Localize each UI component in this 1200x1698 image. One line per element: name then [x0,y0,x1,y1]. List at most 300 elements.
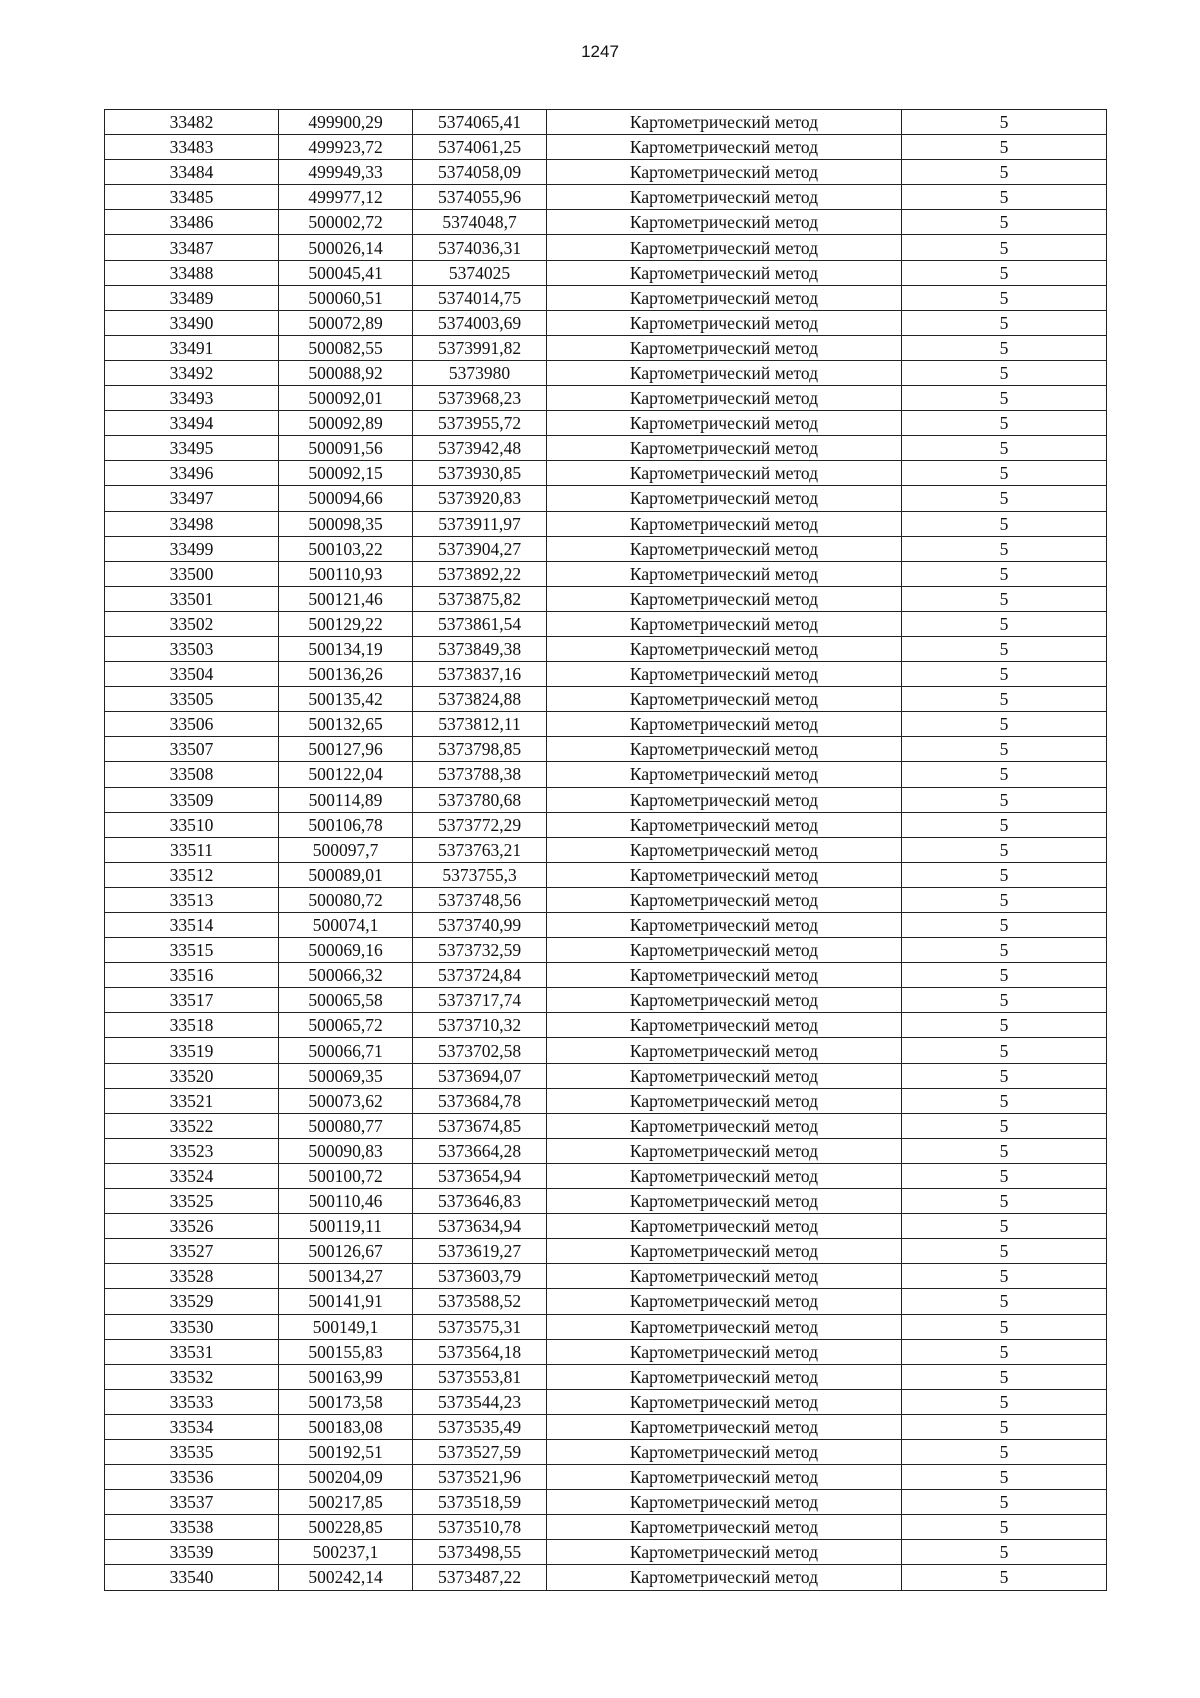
method-cell: Картометрический метод [547,1214,902,1239]
x-coordinate-cell: 500183,08 [279,1414,413,1439]
method-cell: Картометрический метод [547,185,902,210]
page-number: 1247 [581,42,619,61]
method-cell: Картометрический метод [547,1038,902,1063]
point-number-cell: 33511 [105,837,279,862]
y-coordinate-cell: 5373564,18 [413,1339,547,1364]
accuracy-cell: 5 [902,511,1107,536]
accuracy-cell: 5 [902,1364,1107,1389]
method-cell: Картометрический метод [547,737,902,762]
table-row [105,210,1107,235]
x-coordinate-cell: 500090,83 [279,1138,413,1163]
y-coordinate-cell: 5373824,88 [413,687,547,712]
x-coordinate-cell: 500106,78 [279,812,413,837]
point-number-cell: 33488 [105,260,279,285]
x-coordinate-cell: 500026,14 [279,235,413,260]
accuracy-cell: 5 [902,1088,1107,1113]
table-row [105,411,1107,436]
accuracy-cell: 5 [902,913,1107,938]
x-coordinate-cell: 500204,09 [279,1465,413,1490]
y-coordinate-cell: 5373837,16 [413,662,547,687]
table-row [105,1515,1107,1540]
y-coordinate-cell: 5373654,94 [413,1163,547,1188]
table-row [105,611,1107,636]
point-number-cell: 33509 [105,787,279,812]
x-coordinate-cell: 500002,72 [279,210,413,235]
method-cell: Картометрический метод [547,787,902,812]
table-row [105,235,1107,260]
point-number-cell: 33533 [105,1389,279,1414]
method-cell: Картометрический метод [547,486,902,511]
point-number-cell: 33522 [105,1113,279,1138]
y-coordinate-cell: 5373664,28 [413,1138,547,1163]
x-coordinate-cell: 500073,62 [279,1088,413,1113]
point-number-cell: 33531 [105,1339,279,1364]
method-cell: Картометрический метод [547,536,902,561]
table-row [105,335,1107,360]
point-number-cell: 33491 [105,335,279,360]
point-number-cell: 33487 [105,235,279,260]
table-row [105,160,1107,185]
y-coordinate-cell: 5373702,58 [413,1038,547,1063]
point-number-cell: 33519 [105,1038,279,1063]
y-coordinate-cell: 5373518,59 [413,1490,547,1515]
accuracy-cell: 5 [902,636,1107,661]
y-coordinate-cell: 5373553,81 [413,1364,547,1389]
method-cell: Картометрический метод [547,1189,902,1214]
method-cell: Картометрический метод [547,461,902,486]
accuracy-cell: 5 [902,1414,1107,1439]
y-coordinate-cell: 5373798,85 [413,737,547,762]
table-row [105,862,1107,887]
point-number-cell: 33517 [105,988,279,1013]
point-number-cell: 33484 [105,160,279,185]
accuracy-cell: 5 [902,360,1107,385]
table-row [105,812,1107,837]
accuracy-cell: 5 [902,737,1107,762]
method-cell: Картометрический метод [547,862,902,887]
y-coordinate-cell: 5373740,99 [413,913,547,938]
method-cell: Картометрический метод [547,1138,902,1163]
x-coordinate-cell: 500163,99 [279,1364,413,1389]
x-coordinate-cell: 500098,35 [279,511,413,536]
accuracy-cell: 5 [902,812,1107,837]
accuracy-cell: 5 [902,1439,1107,1464]
x-coordinate-cell: 500103,22 [279,536,413,561]
x-coordinate-cell: 500072,89 [279,310,413,335]
table-row [105,536,1107,561]
x-coordinate-cell: 500134,19 [279,636,413,661]
method-cell: Картометрический метод [547,436,902,461]
method-cell: Картометрический метод [547,1414,902,1439]
method-cell: Картометрический метод [547,285,902,310]
method-cell: Картометрический метод [547,1565,902,1590]
accuracy-cell: 5 [902,988,1107,1013]
table-row [105,662,1107,687]
method-cell: Картометрический метод [547,1063,902,1088]
y-coordinate-cell: 5373755,3 [413,862,547,887]
point-number-cell: 33523 [105,1138,279,1163]
x-coordinate-cell: 500129,22 [279,611,413,636]
point-number-cell: 33496 [105,461,279,486]
point-number-cell: 33501 [105,586,279,611]
x-coordinate-cell: 499949,33 [279,160,413,185]
point-number-cell: 33528 [105,1264,279,1289]
accuracy-cell: 5 [902,1490,1107,1515]
accuracy-cell: 5 [902,687,1107,712]
table-row [105,687,1107,712]
method-cell: Картометрический метод [547,988,902,1013]
accuracy-cell: 5 [902,436,1107,461]
x-coordinate-cell: 500080,77 [279,1113,413,1138]
point-number-cell: 33521 [105,1088,279,1113]
x-coordinate-cell: 500228,85 [279,1515,413,1540]
table-row [105,260,1107,285]
table-row [105,1013,1107,1038]
method-cell: Картометрический метод [547,636,902,661]
y-coordinate-cell: 5373904,27 [413,536,547,561]
y-coordinate-cell: 5373634,94 [413,1214,547,1239]
x-coordinate-cell: 500074,1 [279,913,413,938]
point-number-cell: 33518 [105,1013,279,1038]
method-cell: Картометрический метод [547,837,902,862]
accuracy-cell: 5 [902,160,1107,185]
method-cell: Картометрический метод [547,1289,902,1314]
y-coordinate-cell: 5373575,31 [413,1314,547,1339]
x-coordinate-cell: 500217,85 [279,1490,413,1515]
point-number-cell: 33537 [105,1490,279,1515]
x-coordinate-cell: 500045,41 [279,260,413,285]
y-coordinate-cell: 5373694,07 [413,1063,547,1088]
point-number-cell: 33502 [105,611,279,636]
x-coordinate-cell: 500122,04 [279,762,413,787]
y-coordinate-cell: 5373892,22 [413,561,547,586]
point-number-cell: 33498 [105,511,279,536]
table-row [105,887,1107,912]
point-number-cell: 33495 [105,436,279,461]
point-number-cell: 33539 [105,1540,279,1565]
method-cell: Картометрический метод [547,812,902,837]
accuracy-cell: 5 [902,386,1107,411]
x-coordinate-cell: 500242,14 [279,1565,413,1590]
point-number-cell: 33506 [105,712,279,737]
point-number-cell: 33536 [105,1465,279,1490]
x-coordinate-cell: 500136,26 [279,662,413,687]
y-coordinate-cell: 5374003,69 [413,310,547,335]
point-number-cell: 33486 [105,210,279,235]
x-coordinate-cell: 500092,15 [279,461,413,486]
table-row [105,1540,1107,1565]
table-row [105,1339,1107,1364]
method-cell: Картометрический метод [547,310,902,335]
accuracy-cell: 5 [902,561,1107,586]
accuracy-cell: 5 [902,787,1107,812]
y-coordinate-cell: 5373588,52 [413,1289,547,1314]
table-row [105,511,1107,536]
y-coordinate-cell: 5373955,72 [413,411,547,436]
method-cell: Картометрический метод [547,938,902,963]
y-coordinate-cell: 5373544,23 [413,1389,547,1414]
point-number-cell: 33512 [105,862,279,887]
x-coordinate-cell: 500237,1 [279,1540,413,1565]
method-cell: Картометрический метод [547,1314,902,1339]
accuracy-cell: 5 [902,837,1107,862]
accuracy-cell: 5 [902,486,1107,511]
y-coordinate-cell: 5373875,82 [413,586,547,611]
x-coordinate-cell: 499977,12 [279,185,413,210]
point-number-cell: 33530 [105,1314,279,1339]
accuracy-cell: 5 [902,1163,1107,1188]
y-coordinate-cell: 5373968,23 [413,386,547,411]
point-number-cell: 33503 [105,636,279,661]
accuracy-cell: 5 [902,310,1107,335]
table-row [105,110,1107,135]
y-coordinate-cell: 5373812,11 [413,712,547,737]
y-coordinate-cell: 5374061,25 [413,135,547,160]
method-cell: Картометрический метод [547,913,902,938]
point-number-cell: 33516 [105,963,279,988]
table-row [105,636,1107,661]
point-number-cell: 33520 [105,1063,279,1088]
y-coordinate-cell: 5373930,85 [413,461,547,486]
table-row [105,988,1107,1013]
x-coordinate-cell: 500060,51 [279,285,413,310]
method-cell: Картометрический метод [547,1239,902,1264]
method-cell: Картометрический метод [547,1339,902,1364]
y-coordinate-cell: 5373911,97 [413,511,547,536]
method-cell: Картометрический метод [547,335,902,360]
table-row [105,1389,1107,1414]
table-row [105,436,1107,461]
table-row [105,1088,1107,1113]
table-row [105,310,1107,335]
accuracy-cell: 5 [902,1465,1107,1490]
method-cell: Картометрический метод [547,1540,902,1565]
accuracy-cell: 5 [902,1239,1107,1264]
accuracy-cell: 5 [902,1138,1107,1163]
y-coordinate-cell: 5373619,27 [413,1239,547,1264]
accuracy-cell: 5 [902,662,1107,687]
accuracy-cell: 5 [902,285,1107,310]
method-cell: Картометрический метод [547,1515,902,1540]
x-coordinate-cell: 500097,7 [279,837,413,862]
method-cell: Картометрический метод [547,762,902,787]
y-coordinate-cell: 5373991,82 [413,335,547,360]
table-row [105,737,1107,762]
point-number-cell: 33508 [105,762,279,787]
y-coordinate-cell: 5373780,68 [413,787,547,812]
point-number-cell: 33492 [105,360,279,385]
x-coordinate-cell: 500091,56 [279,436,413,461]
x-coordinate-cell: 500092,01 [279,386,413,411]
y-coordinate-cell: 5373942,48 [413,436,547,461]
x-coordinate-cell: 500110,93 [279,561,413,586]
x-coordinate-cell: 500100,72 [279,1163,413,1188]
accuracy-cell: 5 [902,210,1107,235]
y-coordinate-cell: 5373732,59 [413,938,547,963]
x-coordinate-cell: 500132,65 [279,712,413,737]
y-coordinate-cell: 5374058,09 [413,160,547,185]
y-coordinate-cell: 5373527,59 [413,1439,547,1464]
x-coordinate-cell: 500149,1 [279,1314,413,1339]
accuracy-cell: 5 [902,887,1107,912]
table-row [105,1063,1107,1088]
y-coordinate-cell: 5374065,41 [413,110,547,135]
x-coordinate-cell: 500127,96 [279,737,413,762]
method-cell: Картометрический метод [547,511,902,536]
point-number-cell: 33525 [105,1189,279,1214]
table-row [105,586,1107,611]
point-number-cell: 33504 [105,662,279,687]
method-cell: Картометрический метод [547,235,902,260]
accuracy-cell: 5 [902,938,1107,963]
accuracy-cell: 5 [902,135,1107,160]
accuracy-cell: 5 [902,1565,1107,1590]
y-coordinate-cell: 5374014,75 [413,285,547,310]
point-number-cell: 33524 [105,1163,279,1188]
accuracy-cell: 5 [902,536,1107,561]
table-row [105,1490,1107,1515]
method-cell: Картометрический метод [547,712,902,737]
y-coordinate-cell: 5374055,96 [413,185,547,210]
method-cell: Картометрический метод [547,1113,902,1138]
accuracy-cell: 5 [902,335,1107,360]
y-coordinate-cell: 5373861,54 [413,611,547,636]
accuracy-cell: 5 [902,1515,1107,1540]
table-row [105,1439,1107,1464]
x-coordinate-cell: 500089,01 [279,862,413,887]
y-coordinate-cell: 5373510,78 [413,1515,547,1540]
point-number-cell: 33493 [105,386,279,411]
y-coordinate-cell: 5373710,32 [413,1013,547,1038]
table-row [105,1038,1107,1063]
x-coordinate-cell: 500192,51 [279,1439,413,1464]
point-number-cell: 33499 [105,536,279,561]
point-number-cell: 33513 [105,887,279,912]
table-row [105,1264,1107,1289]
table-row [105,360,1107,385]
point-number-cell: 33535 [105,1439,279,1464]
point-number-cell: 33483 [105,135,279,160]
x-coordinate-cell: 500094,66 [279,486,413,511]
table-row [105,486,1107,511]
method-cell: Картометрический метод [547,662,902,687]
x-coordinate-cell: 500110,46 [279,1189,413,1214]
table-row [105,461,1107,486]
accuracy-cell: 5 [902,862,1107,887]
table-row [105,1414,1107,1439]
method-cell: Картометрический метод [547,1264,902,1289]
accuracy-cell: 5 [902,1339,1107,1364]
table-row [105,1239,1107,1264]
method-cell: Картометрический метод [547,561,902,586]
table-row [105,913,1107,938]
accuracy-cell: 5 [902,963,1107,988]
table-row [105,1314,1107,1339]
x-coordinate-cell: 500082,55 [279,335,413,360]
method-cell: Картометрический метод [547,260,902,285]
accuracy-cell: 5 [902,235,1107,260]
point-number-cell: 33482 [105,110,279,135]
table-row [105,386,1107,411]
x-coordinate-cell: 500080,72 [279,887,413,912]
y-coordinate-cell: 5373684,78 [413,1088,547,1113]
accuracy-cell: 5 [902,110,1107,135]
table-row [105,185,1107,210]
table-row [105,762,1107,787]
accuracy-cell: 5 [902,1314,1107,1339]
point-number-cell: 33497 [105,486,279,511]
x-coordinate-cell: 500065,72 [279,1013,413,1038]
method-cell: Картометрический метод [547,1163,902,1188]
accuracy-cell: 5 [902,1540,1107,1565]
x-coordinate-cell: 500088,92 [279,360,413,385]
x-coordinate-cell: 500119,11 [279,1214,413,1239]
point-number-cell: 33485 [105,185,279,210]
accuracy-cell: 5 [902,611,1107,636]
x-coordinate-cell: 500069,35 [279,1063,413,1088]
accuracy-cell: 5 [902,712,1107,737]
method-cell: Картометрический метод [547,1490,902,1515]
method-cell: Картометрический метод [547,1465,902,1490]
x-coordinate-cell: 500134,27 [279,1264,413,1289]
x-coordinate-cell: 500121,46 [279,586,413,611]
y-coordinate-cell: 5374036,31 [413,235,547,260]
table-row [105,712,1107,737]
accuracy-cell: 5 [902,1189,1107,1214]
point-number-cell: 33538 [105,1515,279,1540]
table-row [105,1163,1107,1188]
y-coordinate-cell: 5373763,21 [413,837,547,862]
point-number-cell: 33514 [105,913,279,938]
table-row [105,1138,1107,1163]
accuracy-cell: 5 [902,586,1107,611]
y-coordinate-cell: 5373748,56 [413,887,547,912]
method-cell: Картометрический метод [547,1439,902,1464]
accuracy-cell: 5 [902,1289,1107,1314]
method-cell: Картометрический метод [547,411,902,436]
accuracy-cell: 5 [902,461,1107,486]
point-number-cell: 33507 [105,737,279,762]
point-number-cell: 33526 [105,1214,279,1239]
table-row [105,1289,1107,1314]
accuracy-cell: 5 [902,1013,1107,1038]
method-cell: Картометрический метод [547,360,902,385]
accuracy-cell: 5 [902,185,1107,210]
accuracy-cell: 5 [902,1264,1107,1289]
method-cell: Картометрический метод [547,160,902,185]
point-number-cell: 33489 [105,285,279,310]
method-cell: Картометрический метод [547,110,902,135]
method-cell: Картометрический метод [547,611,902,636]
point-number-cell: 33494 [105,411,279,436]
point-number-cell: 33527 [105,1239,279,1264]
method-cell: Картометрический метод [547,1088,902,1113]
x-coordinate-cell: 500066,32 [279,963,413,988]
table-row [105,787,1107,812]
y-coordinate-cell: 5373772,29 [413,812,547,837]
table-row [105,285,1107,310]
x-coordinate-cell: 499923,72 [279,135,413,160]
table-row [105,1214,1107,1239]
x-coordinate-cell: 500092,89 [279,411,413,436]
x-coordinate-cell: 500114,89 [279,787,413,812]
y-coordinate-cell: 5373498,55 [413,1540,547,1565]
y-coordinate-cell: 5374048,7 [413,210,547,235]
point-number-cell: 33490 [105,310,279,335]
x-coordinate-cell: 500065,58 [279,988,413,1013]
table-row [105,1465,1107,1490]
table-row [105,1189,1107,1214]
